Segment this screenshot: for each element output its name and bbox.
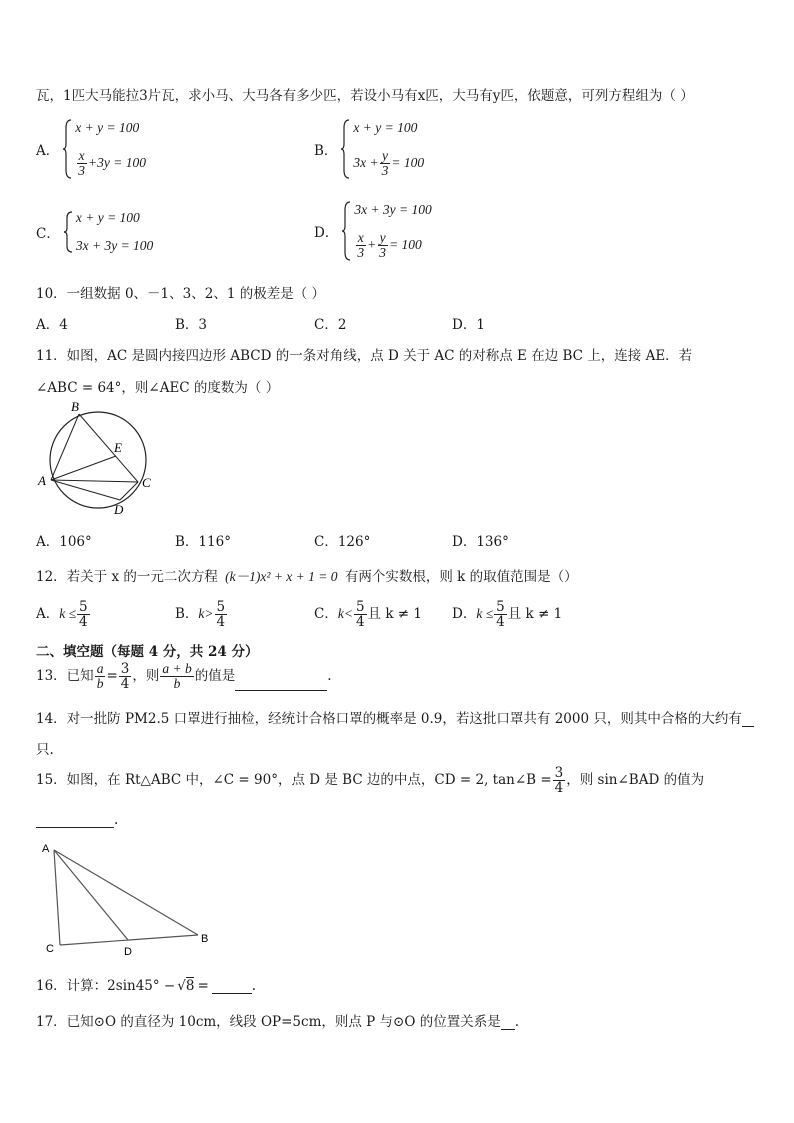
q16-end: .: [251, 978, 257, 994]
q11-option-c[interactable]: C．126°: [314, 534, 371, 550]
answer-blank[interactable]: [36, 813, 114, 828]
q13-post: 的值是: [194, 668, 236, 685]
label-b: B: [71, 400, 79, 414]
segment-ad: [51, 480, 120, 500]
q12-stem: [36, 565, 578, 585]
q12-option-c[interactable]: [314, 600, 422, 629]
segment-ab: [51, 414, 79, 480]
answer-blank[interactable]: [212, 979, 252, 994]
option-label: C．: [314, 606, 338, 623]
q14-text: 14．对一批防 PM2.5 口罩进行抽检，经统计合格口罩的概率是 0.9，若这批口罩共有 2000 只，则其中合格的大约有: [36, 711, 742, 727]
frac-den: 4: [554, 780, 564, 797]
segment-ad: [54, 850, 128, 940]
q17-line: [36, 1010, 519, 1030]
q12-option-a[interactable]: [36, 600, 91, 629]
equation-2: 3x + 3y = 100: [75, 238, 154, 253]
q16-pre: 16．计算：2sin45° −: [36, 978, 176, 994]
q14-line2: 只.: [36, 742, 54, 758]
q15-post: ，则 sin∠BAD 的值为: [566, 772, 705, 789]
frac-den: b: [96, 676, 104, 692]
equals: =: [106, 668, 118, 685]
equation-1: x + y = 100: [75, 120, 140, 135]
option-label: D．: [314, 225, 339, 241]
option-pre: k ≤: [59, 606, 77, 622]
frac-num: y: [382, 147, 389, 163]
segment-cb: [60, 935, 198, 945]
frac-den: 3: [379, 244, 386, 260]
q16-post: =: [197, 978, 209, 994]
equation-1: 3x + 3y = 100: [354, 202, 432, 217]
frac-num: x: [357, 229, 364, 245]
frac-den: 3: [357, 244, 365, 260]
q11-option-d[interactable]: D．136°: [452, 534, 509, 550]
label-d: D: [114, 502, 124, 517]
plus: +: [367, 236, 377, 252]
q11-option-a[interactable]: A．106°: [36, 534, 92, 550]
segment-ae: [51, 456, 116, 480]
answer-blank[interactable]: [235, 676, 327, 691]
q9-option-d[interactable]: [314, 200, 432, 262]
equation-1: x + y = 100: [353, 120, 418, 135]
q13-line: [36, 662, 332, 691]
frac-num: 5: [496, 599, 505, 615]
q15-answer-line: [36, 812, 118, 828]
left-brace-icon: [63, 118, 73, 180]
option-label: A．: [36, 143, 60, 159]
frac-num: y: [379, 229, 386, 245]
q13-pre: 13．已知: [36, 668, 94, 685]
frac-num: 3: [120, 661, 130, 677]
equation-2-rest: = 100: [391, 154, 425, 170]
label-e: E: [114, 440, 122, 455]
option-post: 且 k ≠ 1: [367, 606, 423, 623]
frac-den: 4: [496, 614, 505, 631]
frac-num: 5: [216, 599, 226, 615]
option-pre: k ≤: [476, 606, 494, 622]
option-label: B．: [314, 143, 338, 159]
label-a: A: [42, 843, 50, 855]
label-c: C: [46, 943, 54, 955]
q12-stem-post: 有两个实数根，则 k 的取值范围是（）: [344, 569, 578, 585]
option-post: 且 k ≠ 1: [507, 606, 563, 623]
frac-num: 5: [355, 599, 365, 615]
frac-den: 3: [78, 162, 85, 178]
q11-stem-line1: 11．如图，AC 是圆内接四边形 ABCD 的一条对角线，点 D 关于 AC 的对称点 E 在边 BC 上，连接 AE．若: [36, 348, 693, 364]
option-label: B．: [175, 606, 199, 623]
option-pre: k<: [337, 606, 353, 622]
q15-end: .: [114, 812, 119, 828]
q15-figure-triangle-diagram: [38, 838, 218, 960]
q10-option-c[interactable]: C．2: [314, 317, 347, 333]
q12-stem-pre: 12．若关于 x 的一元二次方程: [36, 569, 218, 585]
q11-stem-line2: ∠ABC = 64°，则∠AEC 的度数为（ ）: [36, 380, 280, 396]
frac-num: a: [96, 661, 104, 676]
frac-den: b: [173, 676, 181, 692]
q12-option-d[interactable]: [452, 600, 562, 629]
left-brace-icon: [342, 200, 352, 262]
q15-pre: 15．如图，在 Rt△ABC 中，∠C = 90°，点 D 是 BC 边的中点，CD = 2, tan∠B =: [36, 772, 552, 789]
frac-den: 4: [79, 614, 88, 631]
left-brace-icon: [64, 210, 74, 254]
frac-num: 5: [79, 599, 88, 615]
q16-line: [36, 974, 256, 994]
q13-mid: ，则: [132, 668, 160, 685]
equation-2-rest: = 100: [388, 236, 422, 252]
option-label: A．: [36, 606, 60, 623]
frac-num: a + b: [162, 661, 192, 676]
q13-end: .: [327, 668, 332, 685]
option-pre: k>: [198, 606, 214, 622]
left-brace-icon: [341, 118, 351, 180]
sqrt-radicand: 8: [185, 978, 195, 994]
segment-ac: [54, 850, 60, 945]
q14-line1: [36, 707, 754, 727]
q12-option-b[interactable]: [175, 600, 228, 629]
frac-num: x: [78, 147, 85, 163]
sqrt-icon: √: [177, 978, 186, 994]
label-d: D: [124, 946, 132, 958]
option-label: C．: [36, 226, 60, 242]
q10-option-a[interactable]: A．4: [36, 317, 68, 333]
answer-blank[interactable]: [742, 712, 754, 727]
label-a: A: [38, 473, 46, 488]
section-heading: 二、填空题（每题 4 分，共 24 分）: [36, 644, 259, 660]
frac-den: 4: [355, 614, 365, 631]
equation-1: x + y = 100: [75, 210, 140, 225]
segment-ac: [51, 480, 138, 482]
q11-option-b[interactable]: B．116°: [175, 534, 231, 550]
frac-den: 3: [381, 162, 389, 178]
segment-ab: [54, 850, 198, 935]
q10-option-b[interactable]: B．3: [175, 317, 208, 333]
q10-option-d[interactable]: D．1: [452, 317, 485, 333]
q15-line: [36, 766, 704, 795]
equation-2-rest: +3y = 100: [88, 154, 146, 170]
q17-end: .: [514, 1014, 520, 1030]
label-c: C: [142, 475, 151, 490]
q9-option-a[interactable]: [36, 118, 146, 180]
q12-equation: (k－1)x² + x + 1 = 0: [225, 569, 338, 584]
frac-num: 3: [554, 765, 564, 781]
frac-den: 4: [216, 614, 226, 631]
answer-blank[interactable]: [501, 1015, 515, 1030]
label-b: B: [201, 933, 209, 945]
option-label: D．: [452, 606, 477, 623]
q17-text: 17．已知⊙O 的直径为 10cm，线段 OP=5cm，则点 P 与⊙O 的位置关系是: [36, 1014, 501, 1030]
q9-option-b[interactable]: [314, 118, 424, 180]
q11-figure-circle-diagram: [34, 400, 164, 518]
q9-stem: 瓦，1匹大马能拉3片瓦，求小马、大马各有多少匹，若设小马有x匹，大马有y匹，依题意，可列方程组为（ ）: [36, 88, 694, 104]
q9-option-c[interactable]: [36, 210, 153, 254]
frac-den: 4: [120, 676, 130, 693]
equation-2-pre: 3x +: [353, 154, 379, 170]
q10-stem: 10．一组数据 0、－1、3、2、1 的极差是（ ）: [36, 286, 325, 302]
